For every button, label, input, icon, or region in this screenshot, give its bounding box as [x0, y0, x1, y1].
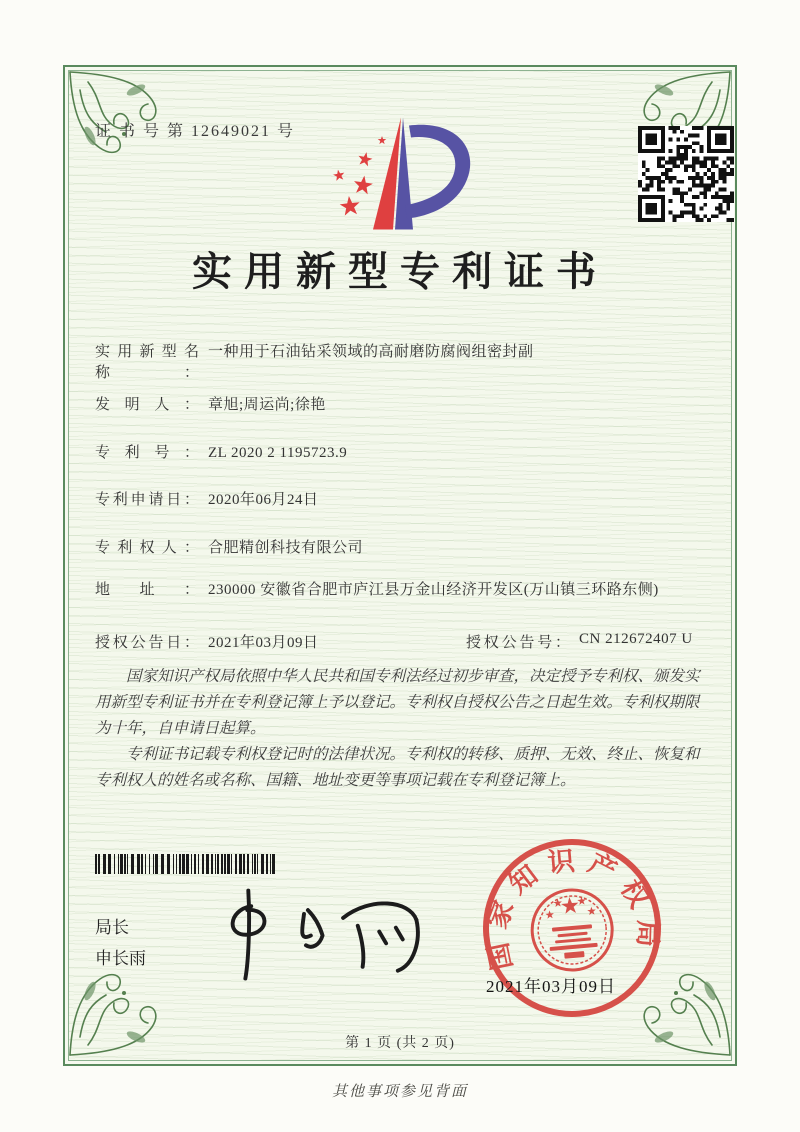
field-value: 230000 安徽省合肥市庐江县万金山经济开发区(万山镇三环路东侧)	[208, 582, 659, 598]
field-row-patent-number	[95, 441, 711, 465]
seal-ring-text: 国家知识产权局	[480, 845, 664, 973]
field-value: CN 212672407 U	[579, 631, 693, 647]
field-value: 合肥精创科技有限公司	[208, 540, 364, 556]
back-side-note: 其他事项参见背面	[331, 1084, 468, 1100]
field-label: 授权公告日：	[95, 635, 199, 651]
field-value: 一种用于石油钻采领域的高耐磨防腐阀组密封副	[208, 344, 534, 360]
field-value: 2020年06月24日	[208, 492, 319, 508]
field-row-grant	[95, 631, 711, 655]
field-label: 专利权人：	[95, 540, 199, 556]
national-emblem-icon	[529, 887, 616, 974]
signature-handwriting-icon	[218, 878, 433, 993]
legal-paragraph-2: 专利证书记载专利权登记时的法律状况。专利权的转移、质押、无效、终止、恢复和专利权人的姓名或名称、国籍、地址变更等事项记载在专利登记簿上。	[95, 746, 700, 789]
certificate-number: 证 书 号 第 12649021 号	[95, 123, 296, 140]
cnipa-official-seal-icon	[470, 826, 674, 1030]
field-value: 章旭;周运尚;徐艳	[208, 397, 326, 413]
legal-text	[95, 664, 707, 794]
field-row-inventors	[95, 393, 711, 417]
field-row-filing-date	[95, 488, 711, 512]
field-label: 实用新型名称：	[95, 344, 199, 381]
field-row-address	[95, 578, 711, 602]
certificate-title: 实用新型专利证书	[192, 249, 608, 294]
field-row-patentee	[95, 536, 711, 560]
signer-block	[95, 912, 146, 974]
page-number: 第 1 页 (共 2 页)	[345, 1036, 455, 1051]
field-value: ZL 2020 2 1195723.9	[208, 445, 348, 461]
signer-title: 局长	[95, 918, 129, 937]
field-label: 专利号：	[95, 445, 199, 461]
field-label: 授权公告号：	[466, 635, 570, 651]
qr-code	[638, 126, 734, 222]
field-label: 地址：	[95, 582, 199, 598]
signer-name: 申长雨	[95, 949, 146, 968]
barcode	[95, 854, 311, 874]
field-label: 发明人：	[95, 397, 199, 413]
cnipa-patent-logo-icon	[315, 110, 485, 238]
legal-paragraph-1: 国家知识产权局依照中华人民共和国专利法经过初步审查，决定授予专利权、颁发实用新型专利证书并在专利登记簿上予以登记。专利权自授权公告之日起生效。专利权期限为十年，自申请日起算。	[95, 668, 700, 737]
field-label: 专利申请日：	[95, 492, 199, 508]
field-value: 2021年03月09日	[208, 635, 319, 651]
seal-date: 2021年03月09日	[486, 977, 616, 996]
field-row-utility-model-name	[95, 340, 711, 382]
